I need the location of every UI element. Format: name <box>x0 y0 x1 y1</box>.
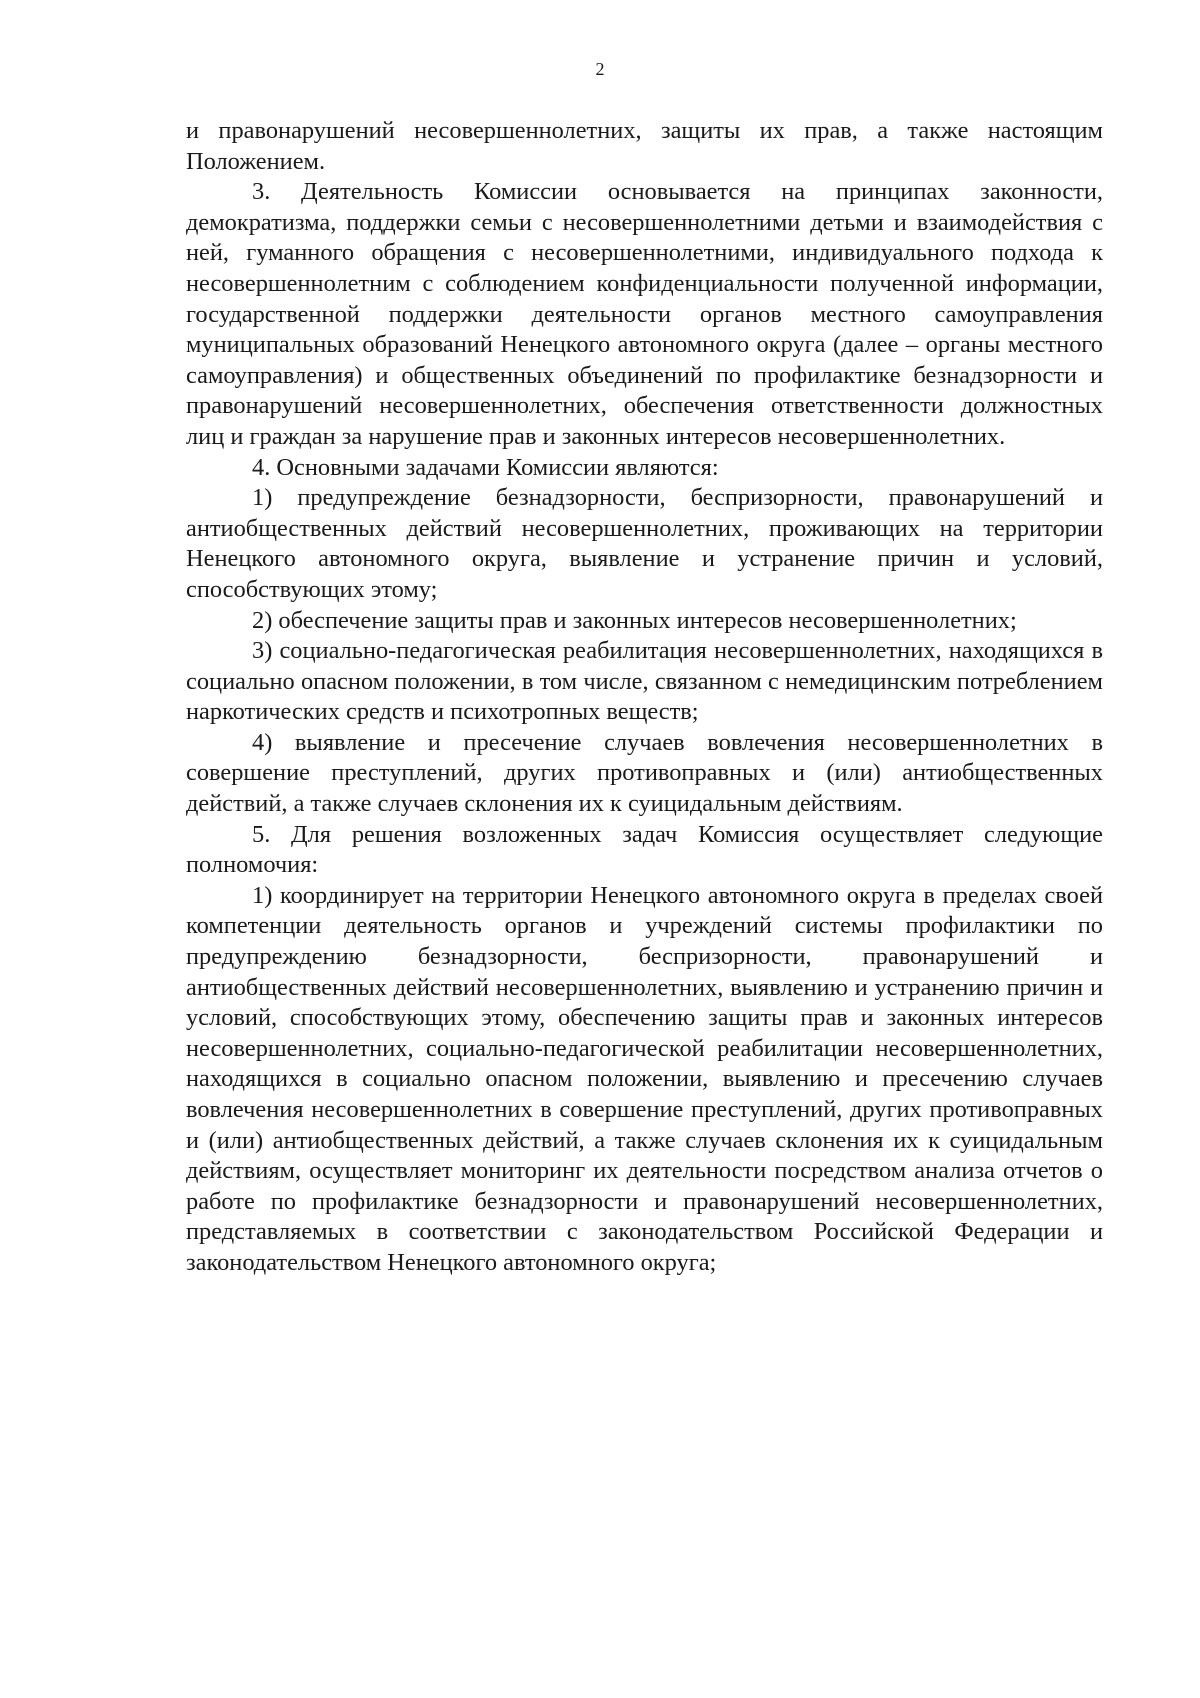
paragraph-task-4: 4) выявление и пресечение случаев вовлечения несовершеннолетних в совершение преступлений, других противоправных и (или) антиобщественных действий, а также случаев склонения их к суицидальным действиям. <box>186 728 1103 818</box>
paragraph-item-5-powers-heading: 5. Для решения возложенных задач Комиссия осуществляет следующие полномочия: <box>186 820 1103 879</box>
page-number: 2 <box>595 59 605 79</box>
paragraph-item-3-principles: 3. Деятельность Комиссии основывается на принципах законности, демократизма, поддержки семьи с несовершеннолетними детьми и взаимодействия с ней, гуманного обращения с несовершеннолетними, индивидуального подхода к несовершеннолетним с соблюдением конфиденциальности полученной информации, государственной поддержки деятельности органов местного самоуправления муниципальных образований Ненецкого автономного округа (далее – органы местного самоуправления) и общественных объединений по профилактике безнадзорности и правонарушений несовершеннолетних, обеспечения ответственности должностных лиц и граждан за нарушение прав и законных интересов несовершеннолетних. <box>186 178 1103 450</box>
paragraph-continuation: и правонарушений несовершеннолетних, защиты их прав, а также настоящим Положением. <box>186 117 1103 175</box>
paragraph-task-3: 3) социально-педагогическая реабилитация несовершеннолетних, находящихся в социально опасном положении, в том числе, связанном с немедицинским потреблением наркотических средств и психотропных веществ; <box>186 637 1103 726</box>
paragraph-task-1: 1) предупреждение безнадзорности, беспризорности, правонарушений и антиобщественных действий несовершеннолетних, проживающих на территории Ненецкого автономного округа, выявление и устранение причин и условий, способствующих этому; <box>186 484 1103 603</box>
paragraph-power-1: 1) координирует на территории Ненецкого автономного округа в пределах своей компетенции деятельность органов и учреждений системы профилактики по предупреждению безнадзорности, беспризорности, правонарушений и антиобщественных действий несовершеннолетних, выявлению и устранению причин и условий, способствующих этому, обеспечению защиты прав и законных интересов несовершеннолетних, социально-педагогической реабилитации несовершеннолетних, находящихся в социально опасном положении, выявлению и пресечению случаев вовлечения несовершеннолетних в совершение преступлений, других противоправных и (или) антиобщественных действий, а также случаев склонения их к суицидальным действиям, осуществляет мониторинг их деятельности посредством анализа отчетов о работе по профилактике безнадзорности и правонарушений несовершеннолетних, представляемых в соответствии с законодательством Российской Федерации и законодательством Ненецкого автономного округа; <box>186 881 1103 1276</box>
paragraph-item-4-tasks-heading: 4. Основными задачами Комиссии являются: <box>252 453 719 481</box>
paragraph-task-2: 2) обеспечение защиты прав и законных интересов несовершеннолетних; <box>252 606 1017 634</box>
document-body <box>186 116 1103 1279</box>
